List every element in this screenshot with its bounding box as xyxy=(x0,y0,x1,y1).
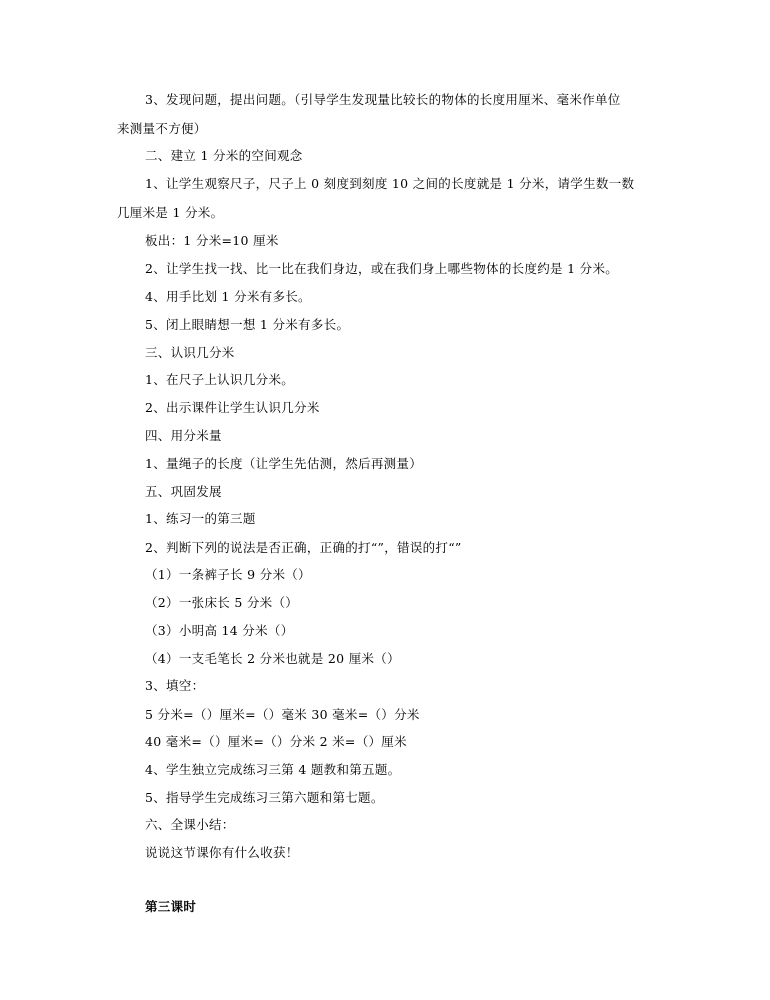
text-line: 40 毫米=（）厘米=（）分米 2 米=（）厘米 xyxy=(145,734,407,749)
text-line: 3、发现问题，提出问题。（引导学生发现量比较长的物体的长度用厘米、毫米作单位 xyxy=(145,92,621,107)
text-line: （3）小明高 14 分米（） xyxy=(145,623,294,638)
text-line: 1、让学生观察尺子，尺子上 0 刻度到刻度 10 之间的长度就是 1 分米，请学生数一数 xyxy=(145,176,635,191)
text-line: 说说这节课你有什么收获！ xyxy=(145,845,299,860)
text-line: （4）一支毛笔长 2 分米也就是 20 厘米（） xyxy=(145,651,400,666)
text-line: 4、学生独立完成练习三第 4 题教和第五题。 xyxy=(145,762,401,777)
text-line: 2、出示课件让学生认识几分米 xyxy=(145,400,320,415)
section-heading: 六、全课小结： xyxy=(145,817,235,832)
text-line: （2）一张床长 5 分米（） xyxy=(145,595,299,610)
lesson-heading: 第三课时 xyxy=(145,899,197,914)
text-line: 几厘米是 1 分米。 xyxy=(117,205,224,220)
text-line: 2、判断下列的说法是否正确，正确的打“”，错误的打“” xyxy=(145,540,462,555)
section-heading: 二、建立 1 分米的空间观念 xyxy=(145,148,303,163)
text-line: 1、量绳子的长度（让学生先估测，然后再测量） xyxy=(145,456,423,471)
text-line: 4、用手比划 1 分米有多长。 xyxy=(145,289,311,304)
text-line: 5、闭上眼睛想一想 1 分米有多长。 xyxy=(145,317,350,332)
text-line: 1、在尺子上认识几分米。 xyxy=(145,372,295,387)
section-heading: 三、认识几分米 xyxy=(145,345,235,360)
text-line: 来测量不方便） xyxy=(117,121,207,136)
text-line: 5、指导学生完成练习三第六题和第七题。 xyxy=(145,790,384,805)
section-heading: 五、巩固发展 xyxy=(145,484,222,499)
text-line: 3、填空： xyxy=(145,678,205,693)
text-line: 2、让学生找一找、比一比在我们身边，或在我们身上哪些物体的长度约是 1 分米。 xyxy=(145,261,619,276)
section-heading: 四、用分米量 xyxy=(145,428,222,443)
text-line: 5 分米=（）厘米=（）毫米 30 毫米=（）分米 xyxy=(145,707,420,722)
text-line: 1、练习一的第三题 xyxy=(145,511,256,526)
text-line: 板出：1 分米=10 厘米 xyxy=(145,233,279,248)
text-line: （1）一条裤子长 9 分米（） xyxy=(145,567,311,582)
